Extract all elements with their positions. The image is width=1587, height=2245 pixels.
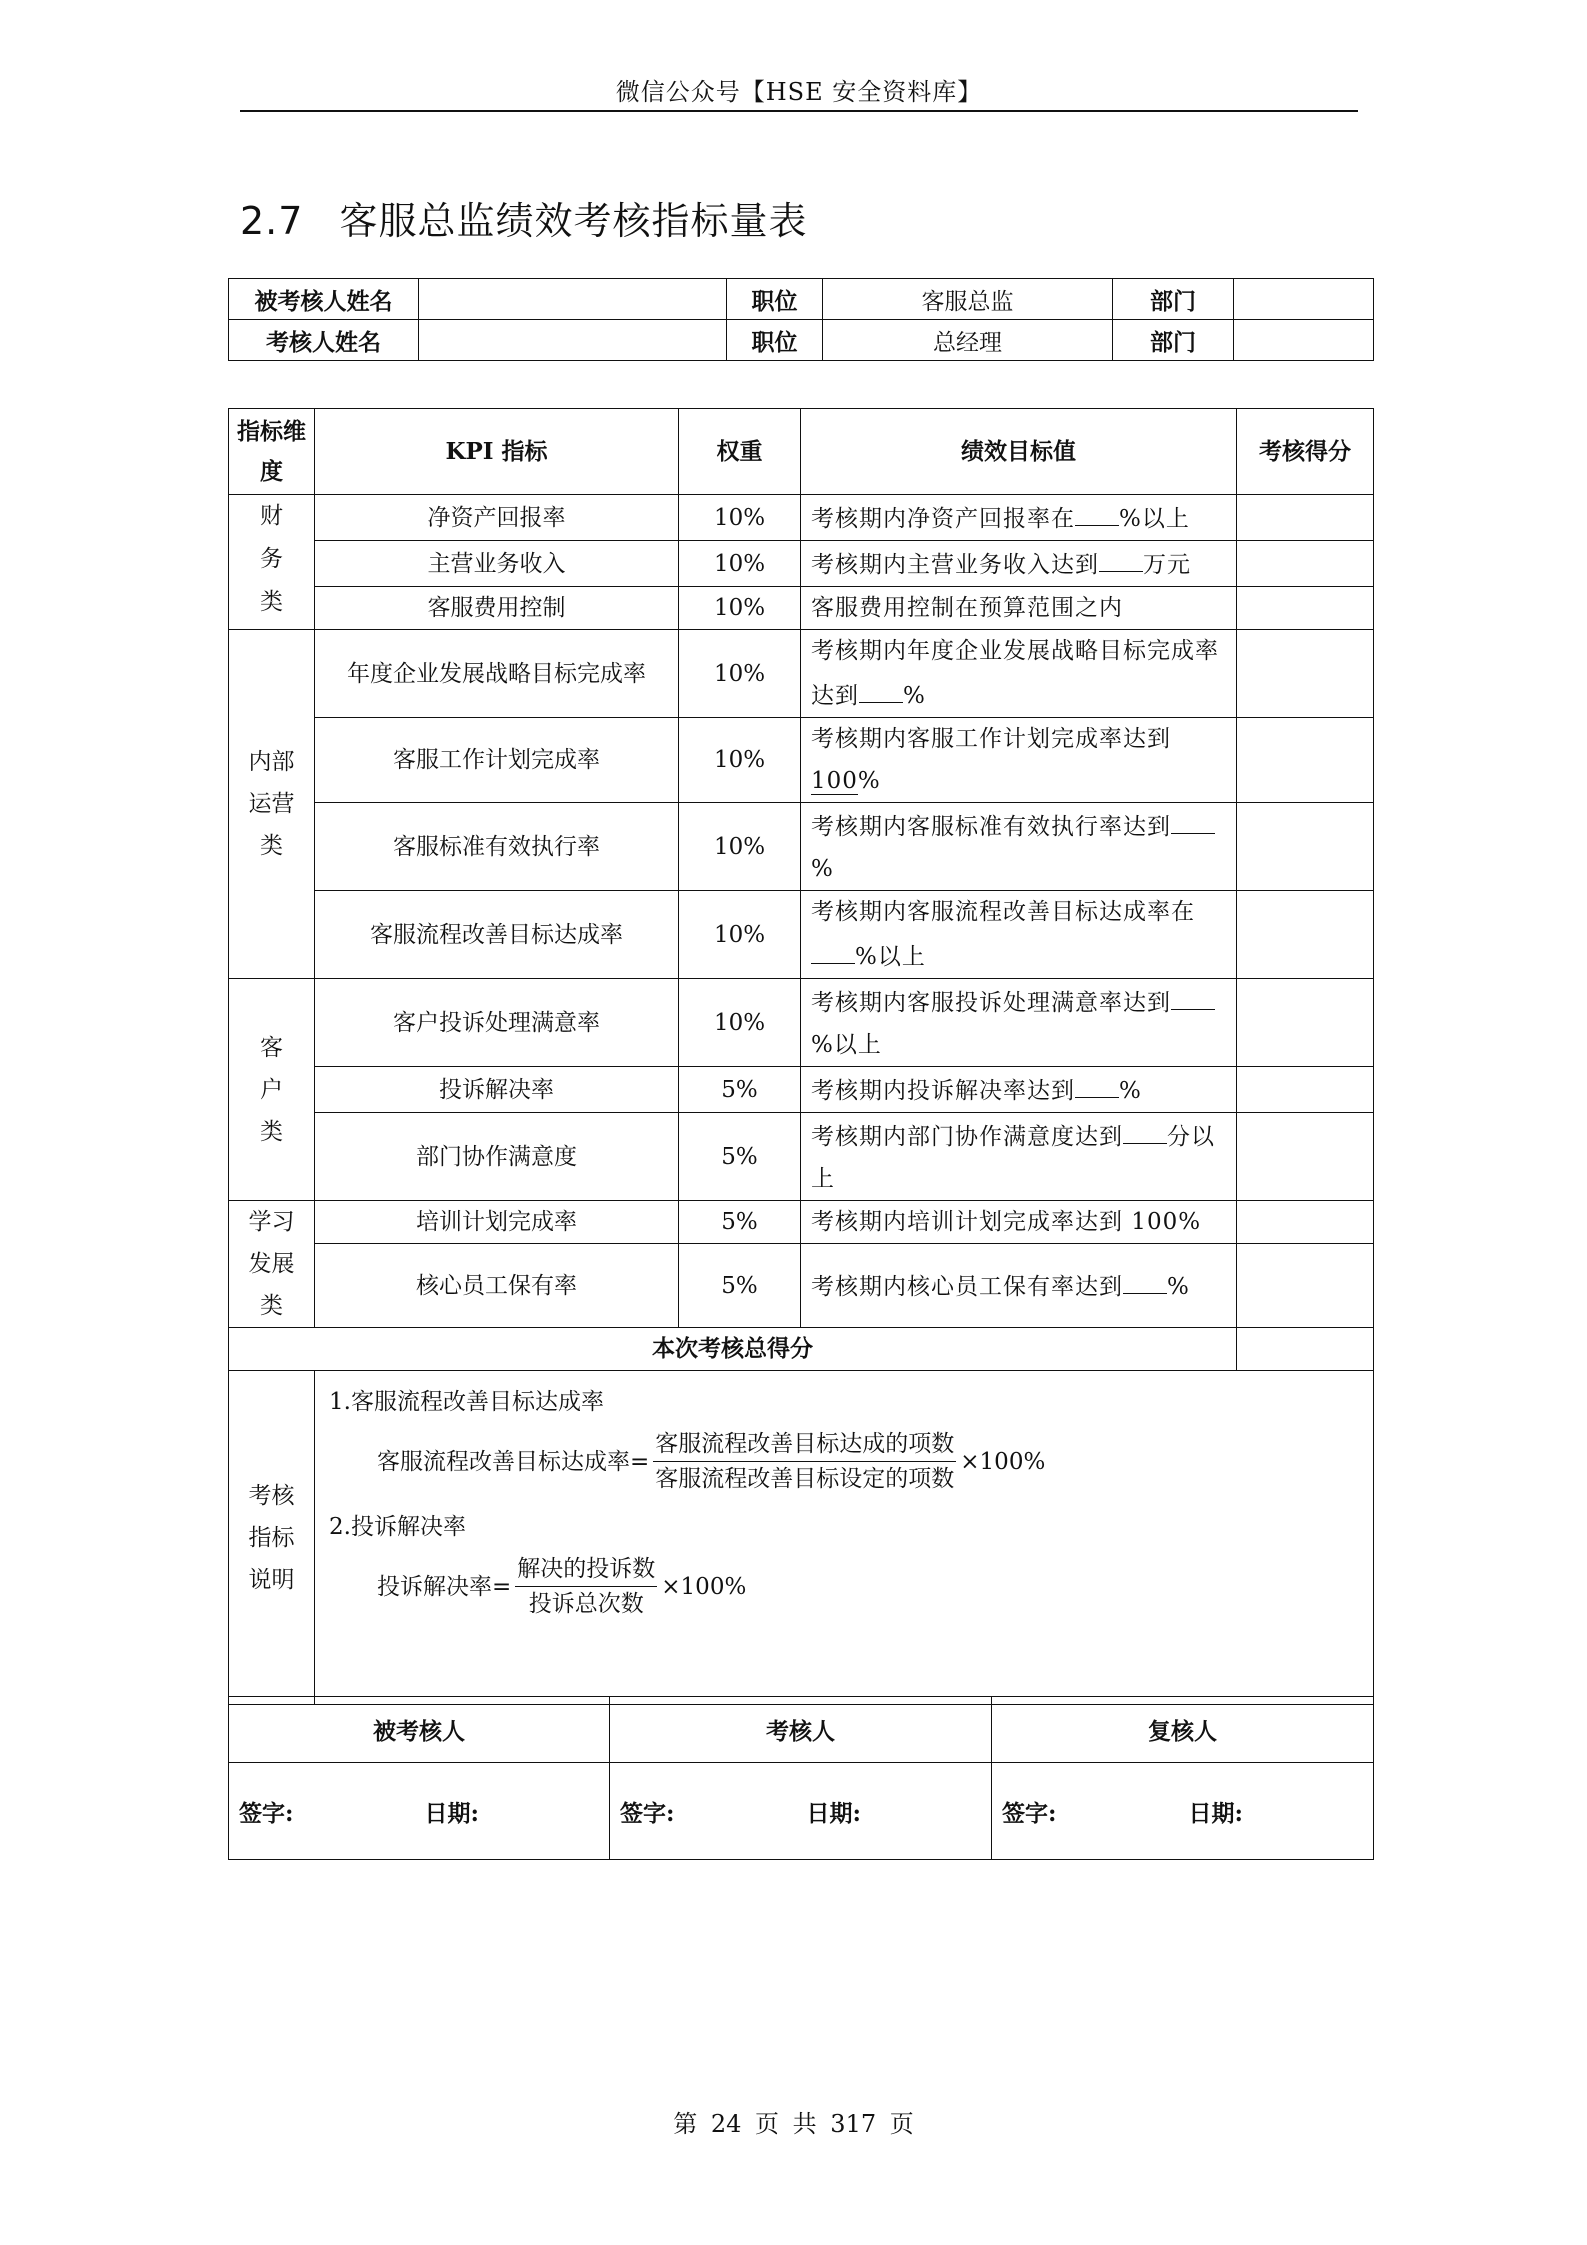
info-table bbox=[228, 278, 1374, 361]
kpi-weight: 5% bbox=[679, 1113, 801, 1201]
date-label: 日期: bbox=[806, 1799, 861, 1827]
score-cell[interactable] bbox=[1237, 495, 1374, 541]
score-cell[interactable] bbox=[1237, 541, 1374, 587]
score-cell[interactable] bbox=[1237, 1201, 1374, 1244]
total-score-cell[interactable] bbox=[1237, 1328, 1374, 1371]
explain-label: 考核指标说明 bbox=[229, 1371, 315, 1705]
total-row bbox=[229, 1328, 1374, 1371]
page-footer: 第 24 页 共 317 页 bbox=[673, 2110, 914, 2138]
formula-1-lhs: 客服流程改善目标达成率= bbox=[377, 1448, 650, 1475]
formula-2-fraction bbox=[515, 1552, 657, 1621]
kpi-weight: 5% bbox=[679, 1201, 801, 1244]
formula-1-multiplier: ×100% bbox=[960, 1448, 1046, 1475]
page-header: 微信公众号【HSE 安全资料库】 bbox=[615, 78, 983, 106]
group-customer: 客户类 bbox=[229, 979, 315, 1201]
kpi-name: 客服标准有效执行率 bbox=[315, 803, 679, 891]
formula-1-denominator: 客服流程改善目标设定的项数 bbox=[655, 1466, 955, 1492]
page-title bbox=[240, 190, 807, 245]
kpi-weight: 5% bbox=[679, 1244, 801, 1328]
signature-table bbox=[228, 1696, 1374, 1860]
kpi-name: 年度企业发展战略目标完成率 bbox=[315, 630, 679, 718]
formula-1 bbox=[377, 1427, 1359, 1496]
assessee-sign-header: 被考核人 bbox=[229, 1697, 610, 1763]
formula-1-fraction bbox=[653, 1427, 956, 1496]
score-cell[interactable] bbox=[1237, 1113, 1374, 1201]
kpi-name: 核心员工保有率 bbox=[315, 1244, 679, 1328]
date-label: 日期: bbox=[1188, 1799, 1243, 1827]
kpi-name: 客服流程改善目标达成率 bbox=[315, 891, 679, 979]
kpi-target: 客服费用控制在预算范围之内 bbox=[801, 587, 1237, 630]
position-label: 职位 bbox=[727, 320, 823, 361]
table-row bbox=[229, 1201, 1374, 1244]
formula-2-lhs: 投诉解决率= bbox=[377, 1573, 512, 1600]
kpi-weight: 10% bbox=[679, 891, 801, 979]
assessor-name-field[interactable] bbox=[419, 320, 727, 361]
score-cell[interactable] bbox=[1237, 587, 1374, 630]
assessee-name-field[interactable] bbox=[419, 279, 727, 320]
kpi-name: 客服工作计划完成率 bbox=[315, 718, 679, 803]
kpi-name: 客户投诉处理满意率 bbox=[315, 979, 679, 1067]
kpi-name: 培训计划完成率 bbox=[315, 1201, 679, 1244]
sign-label: 签字: bbox=[239, 1799, 294, 1827]
kpi-weight: 10% bbox=[679, 979, 801, 1067]
assessor-dept-field[interactable] bbox=[1234, 320, 1374, 361]
formula-2-numerator: 解决的投诉数 bbox=[515, 1552, 657, 1587]
section-title: 客服总监绩效考核指标量表 bbox=[339, 199, 808, 243]
col-weight: 权重 bbox=[679, 409, 801, 495]
table-row bbox=[229, 891, 1374, 979]
score-cell[interactable] bbox=[1237, 891, 1374, 979]
kpi-weight: 10% bbox=[679, 495, 801, 541]
kpi-target: 考核期内客服流程改善目标达成率在%以上 bbox=[801, 891, 1237, 979]
kpi-target: 考核期内年度企业发展战略目标完成率达到 % bbox=[801, 630, 1237, 718]
table-row bbox=[229, 495, 1374, 541]
table-row bbox=[229, 1067, 1374, 1113]
assessor-position: 总经理 bbox=[823, 320, 1113, 361]
score-cell[interactable] bbox=[1237, 803, 1374, 891]
kpi-target: 考核期内部门协作满意度达到 分以上 bbox=[801, 1113, 1237, 1201]
reviewer-sign-header: 复核人 bbox=[992, 1697, 1374, 1763]
assessee-name-label: 被考核人姓名 bbox=[229, 279, 419, 320]
score-cell[interactable] bbox=[1237, 979, 1374, 1067]
kpi-name: 投诉解决率 bbox=[315, 1067, 679, 1113]
group-finance: 财务类 bbox=[229, 495, 315, 630]
assessee-position: 客服总监 bbox=[823, 279, 1113, 320]
kpi-target: 考核期内培训计划完成率达到 100% bbox=[801, 1201, 1237, 1244]
kpi-target: 考核期内主营业务收入达到 万元 bbox=[801, 541, 1237, 587]
position-label: 职位 bbox=[727, 279, 823, 320]
table-row bbox=[229, 630, 1374, 718]
kpi-target: 考核期内核心员工保有率达到 % bbox=[801, 1244, 1237, 1328]
score-cell[interactable] bbox=[1237, 718, 1374, 803]
section-number: 2.7 bbox=[240, 199, 304, 243]
table-row bbox=[229, 541, 1374, 587]
col-score: 考核得分 bbox=[1237, 409, 1374, 495]
kpi-target: 考核期内客服工作计划完成率达到100% bbox=[801, 718, 1237, 803]
explain-item-1-title: 1.客服流程改善目标达成率 bbox=[329, 1389, 604, 1415]
table-row bbox=[229, 803, 1374, 891]
assessor-sign-header: 考核人 bbox=[610, 1697, 992, 1763]
kpi-table bbox=[228, 408, 1374, 1705]
assessor-name-label: 考核人姓名 bbox=[229, 320, 419, 361]
kpi-weight: 10% bbox=[679, 718, 801, 803]
kpi-weight: 5% bbox=[679, 1067, 801, 1113]
reviewer-sign-cell[interactable] bbox=[992, 1763, 1374, 1860]
kpi-weight: 10% bbox=[679, 630, 801, 718]
formula-1-numerator: 客服流程改善目标达成的项数 bbox=[653, 1427, 956, 1462]
formula-2 bbox=[377, 1552, 1359, 1621]
sign-label: 签字: bbox=[620, 1799, 675, 1827]
group-learning: 学习发展类 bbox=[229, 1201, 315, 1328]
assessor-sign-cell[interactable] bbox=[610, 1763, 992, 1860]
formula-2-denominator: 投诉总次数 bbox=[528, 1591, 644, 1617]
kpi-name: 部门协作满意度 bbox=[315, 1113, 679, 1201]
group-internal: 内部运营类 bbox=[229, 630, 315, 979]
dept-label: 部门 bbox=[1113, 320, 1234, 361]
date-label: 日期: bbox=[424, 1799, 479, 1827]
kpi-weight: 10% bbox=[679, 541, 801, 587]
table-row bbox=[229, 1244, 1374, 1328]
kpi-weight: 10% bbox=[679, 587, 801, 630]
sign-label: 签字: bbox=[1002, 1799, 1057, 1827]
assessee-dept-field[interactable] bbox=[1234, 279, 1374, 320]
formula-2-multiplier: ×100% bbox=[661, 1573, 747, 1600]
table-row bbox=[229, 587, 1374, 630]
kpi-target: 考核期内投诉解决率达到 % bbox=[801, 1067, 1237, 1113]
explain-content bbox=[315, 1371, 1374, 1705]
score-cell[interactable] bbox=[1237, 1244, 1374, 1328]
explain-row bbox=[229, 1371, 1374, 1705]
kpi-name: 净资产回报率 bbox=[315, 495, 679, 541]
header-rule bbox=[240, 110, 1358, 112]
score-cell[interactable] bbox=[1237, 630, 1374, 718]
kpi-target: 考核期内客服标准有效执行率达到% bbox=[801, 803, 1237, 891]
col-kpi: KPI 指标 bbox=[315, 409, 679, 495]
col-dimension: 指标维度 bbox=[229, 409, 315, 495]
kpi-name: 主营业务收入 bbox=[315, 541, 679, 587]
kpi-target: 考核期内客服投诉处理满意率达到%以上 bbox=[801, 979, 1237, 1067]
table-row bbox=[229, 1113, 1374, 1201]
kpi-target: 考核期内净资产回报率在 %以上 bbox=[801, 495, 1237, 541]
score-cell[interactable] bbox=[1237, 1067, 1374, 1113]
kpi-name: 客服费用控制 bbox=[315, 587, 679, 630]
table-row bbox=[229, 718, 1374, 803]
dept-label: 部门 bbox=[1113, 279, 1234, 320]
total-label: 本次考核总得分 bbox=[229, 1328, 1237, 1371]
explain-item-2-title: 2.投诉解决率 bbox=[329, 1514, 466, 1540]
assessee-sign-cell[interactable] bbox=[229, 1763, 610, 1860]
col-target: 绩效目标值 bbox=[801, 409, 1237, 495]
kpi-weight: 10% bbox=[679, 803, 801, 891]
table-row bbox=[229, 979, 1374, 1067]
